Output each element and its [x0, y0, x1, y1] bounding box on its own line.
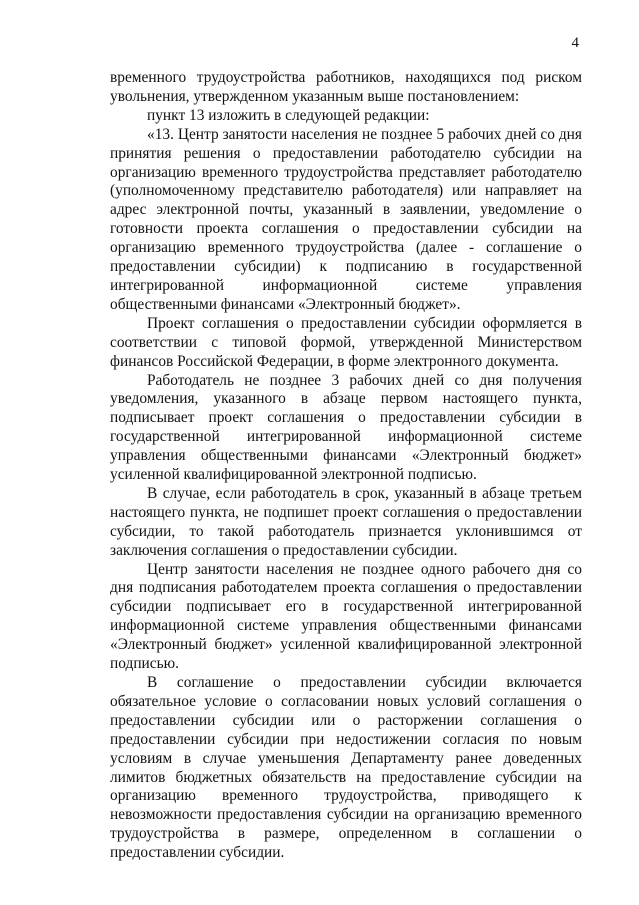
paragraph-amendment-instruction: пункт 13 изложить в следующей редакции:	[147, 106, 430, 124]
paragraph-intro-continuation: временного трудоустройства работников, находящихся под риском увольнения, утвержденном указанным выше постановлением:	[110, 69, 582, 105]
document-body	[110, 69, 582, 863]
paragraph-center-signing: Центр занятости населения не позднее одного рабочего дня со дня подписания работодателем проекта соглашения о предоставлении субсидии подписывает его в государственной интегрированной информационной системе управления общественными финансами «Электронный бюджет» усиленной квалифицированной электронной подписью.	[110, 560, 582, 673]
paragraph-employer-signing: Работодатель не позднее 3 рабочих дней со дня получения уведомления, указанного в абзаце первом настоящего пункта, подписывает проект соглашения о предоставлении субсидии в государственной интегрированной информационной системе управления общественными финансами «Электронный бюджет» усиленной квалифицированной электронной подписью.	[110, 371, 582, 484]
paragraph-mandatory-condition: В соглашение о предоставлении субсидии включается обязательное условие о согласовании новых условий соглашения о предоставлении субсидии или о расторжении соглашения о предоставлении субсидии при недостижении согласия по новым условиям в случае уменьшения Департаменту ранее доведенных лимитов бюджетных обязательств на предоставление субсидии на организацию временного трудоустройства, приводящего к невозможности предоставления субсидии на организацию временного трудоустройства в размере, определенном в соглашении о предоставлении субсидии.	[110, 674, 582, 862]
page-number: 4	[571, 35, 579, 51]
paragraph-clause-13: «13. Центр занятости населения не позднее 5 рабочих дней со дня принятия решения о предоставлении работодателю субсидии на организацию временного трудоустройства представляет работодателю (уполномоченному представителю работодателя) или направляет на адрес электронной почты, указанный в заявлении, уведомление о готовности проекта соглашения о предоставлении субсидии на организацию временного трудоустройства (далее - соглашение о предоставлении субсидии) к подписанию в государственной интегрированной информационной системе управления общественными финансами «Электронный бюджет».	[110, 125, 582, 313]
paragraph-evasion: В случае, если работодатель в срок, указанный в абзаце третьем настоящего пункта, не подпишет проект соглашения о предоставлении субсидии, то такой работодатель признается уклонившимся от заключения соглашения о предоставлении субсидии.	[110, 484, 582, 559]
paragraph-draft-agreement: Проект соглашения о предоставлении субсидии оформляется в соответствии с типовой формой, утвержденной Министерством финансов Российской Федерации, в форме электронного документа.	[110, 314, 582, 370]
